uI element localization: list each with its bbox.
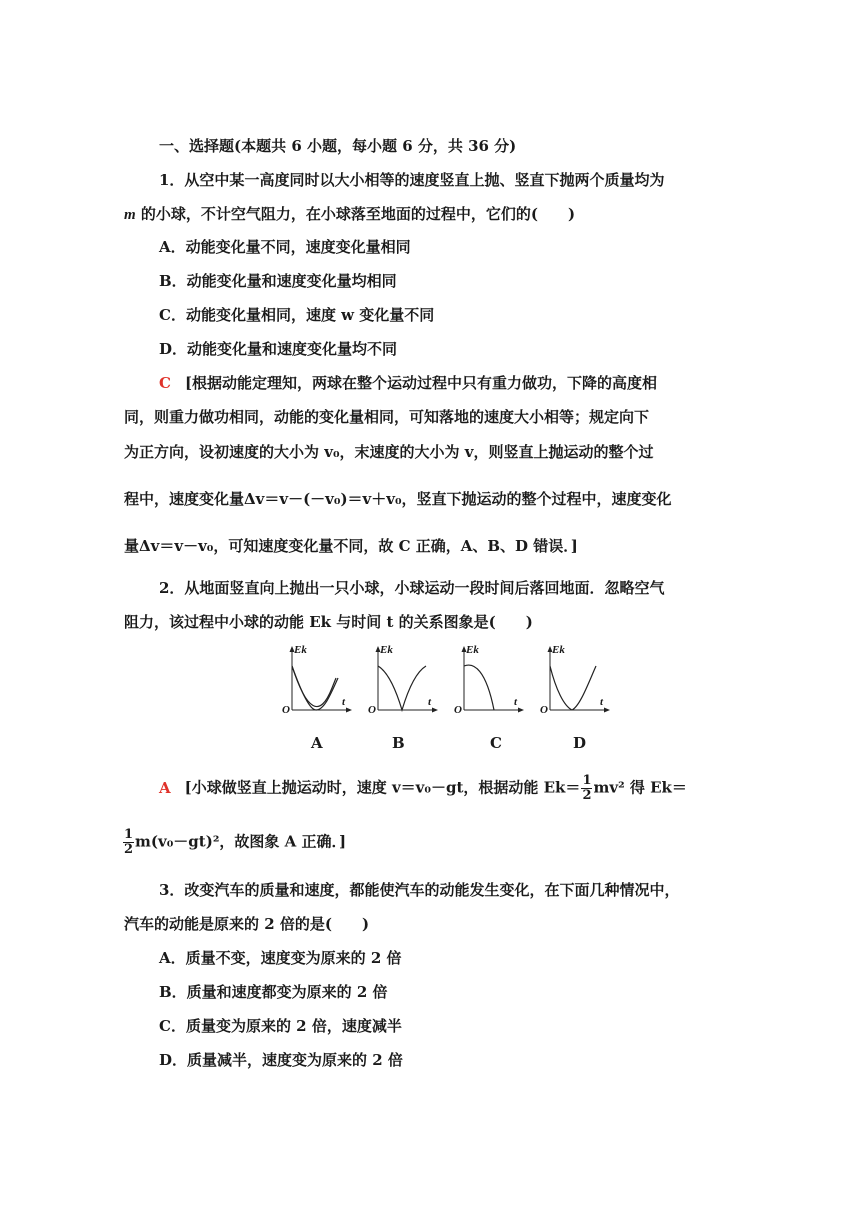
q2-answer: A (159, 778, 171, 797)
graph-c-origin: O (454, 704, 462, 716)
q1-option-b: B．动能变化量和速度变化量均相同 (159, 272, 397, 290)
graph-d-xlabel: t (600, 696, 604, 708)
q1-stem-line1: 1．从空中某一高度同时以大小相等的速度竖直上抛、竖直下抛两个质量均为 (159, 171, 665, 189)
q3-option-b: B．质量和速度都变为原来的 2 倍 (159, 983, 388, 1001)
q1-answer: C (159, 374, 171, 392)
q2-explanation-line1: A [小球做竖直上抛运动时，速度 v＝v₀－gt，根据动能 Ek＝ $\frac{1}{2}$ mv² 得 Ek＝ (159, 773, 687, 803)
q2-explanation-line2: $\frac{1}{2}$ m(v₀－gt)²，故图象 A 正确．] (124, 827, 347, 857)
section-heading: 一、选择题(本题共 6 小题，每小题 6 分，共 36 分) (159, 137, 517, 155)
graph-a (280, 644, 356, 718)
q2-fraction-1: $\frac{1}{2}$ (582, 773, 592, 803)
q1-explanation-line2: 同，则重力做功相同，动能的变化量相同，可知落地的速度大小相等；规定向下 (124, 408, 650, 426)
q3-option-a: A．质量不变，速度变为原来的 2 倍 (159, 949, 402, 967)
q2-stem-line1: 2．从地面竖直向上抛出一只小球，小球运动一段时间后落回地面．忽略空气 (159, 579, 665, 597)
q1-explanation-line3: 为正方向，设初速度的大小为 v₀，末速度的大小为 v，则竖直上抛运动的整个过 (124, 443, 654, 461)
q3-stem-line1: 3．改变汽车的质量和速度，都能使汽车的动能发生变化，在下面几种情况中， (159, 881, 680, 899)
graph-c-ylabel: Ek (466, 644, 479, 656)
graph-c-xlabel: t (514, 696, 518, 708)
q1-stem-line2 (124, 204, 575, 225)
q3-option-c: C．质量变为原来的 2 倍，速度减半 (159, 1017, 402, 1035)
graph-c (452, 644, 528, 718)
graph-d-label: D (573, 734, 587, 752)
graph-a-curve (292, 666, 336, 707)
graph-c-label: C (490, 734, 502, 752)
graph-b (366, 644, 442, 718)
q1-option-a: A．动能变化量不同，速度变化量相同 (159, 238, 411, 256)
graph-c-curve (464, 665, 494, 710)
graph-d-ylabel: Ek (552, 644, 565, 656)
q1-mass-symbol: m (124, 207, 136, 223)
graph-b-curve (378, 666, 426, 710)
graph-d (538, 644, 614, 718)
graph-a-label: A (311, 734, 323, 752)
q1-option-d: D．动能变化量和速度变化量均不同 (159, 340, 398, 358)
q3-option-d: D．质量减半，速度变为原来的 2 倍 (159, 1051, 403, 1069)
q1-option-c: C．动能变化量相同，速度 w 变化量不同 (159, 306, 435, 324)
graph-a-origin: O (282, 704, 290, 716)
q1-explanation-line4: 程中，速度变化量Δv＝v－(－v₀)＝v＋v₀，竖直下抛运动的整个过程中，速度变化 (124, 490, 672, 508)
q1-explanation-line5: 量Δv＝v－v₀，可知速度变化量不同，故 C 正确，A、B、D 错误．] (124, 537, 578, 555)
graph-b-origin: O (368, 704, 376, 716)
graph-d-origin: O (540, 704, 548, 716)
q2-stem-line2: 阻力，该过程中小球的动能 Ek 与时间 t 的关系图象是( ) (124, 613, 533, 631)
q1-explanation-line1: C [根据动能定理知，两球在整个运动过程中只有重力做功，下降的高度相 (159, 374, 658, 392)
graph-d-curve (550, 666, 596, 710)
q1-stem-line2-text: 的小球，不计空气阻力，在小球落至地面的过程中，它们的( ) (135, 205, 576, 223)
graph-b-ylabel: Ek (380, 644, 393, 656)
q2-fraction-2: $\frac{1}{2}$ (124, 827, 134, 857)
graph-a-ylabel: Ek (294, 644, 307, 656)
graph-b-label: B (392, 734, 405, 752)
graph-a-xlabel: t (342, 696, 346, 708)
q3-stem-line2: 汽车的动能是原来的 2 倍的是( ) (124, 915, 370, 933)
graph-b-xlabel: t (428, 696, 432, 708)
